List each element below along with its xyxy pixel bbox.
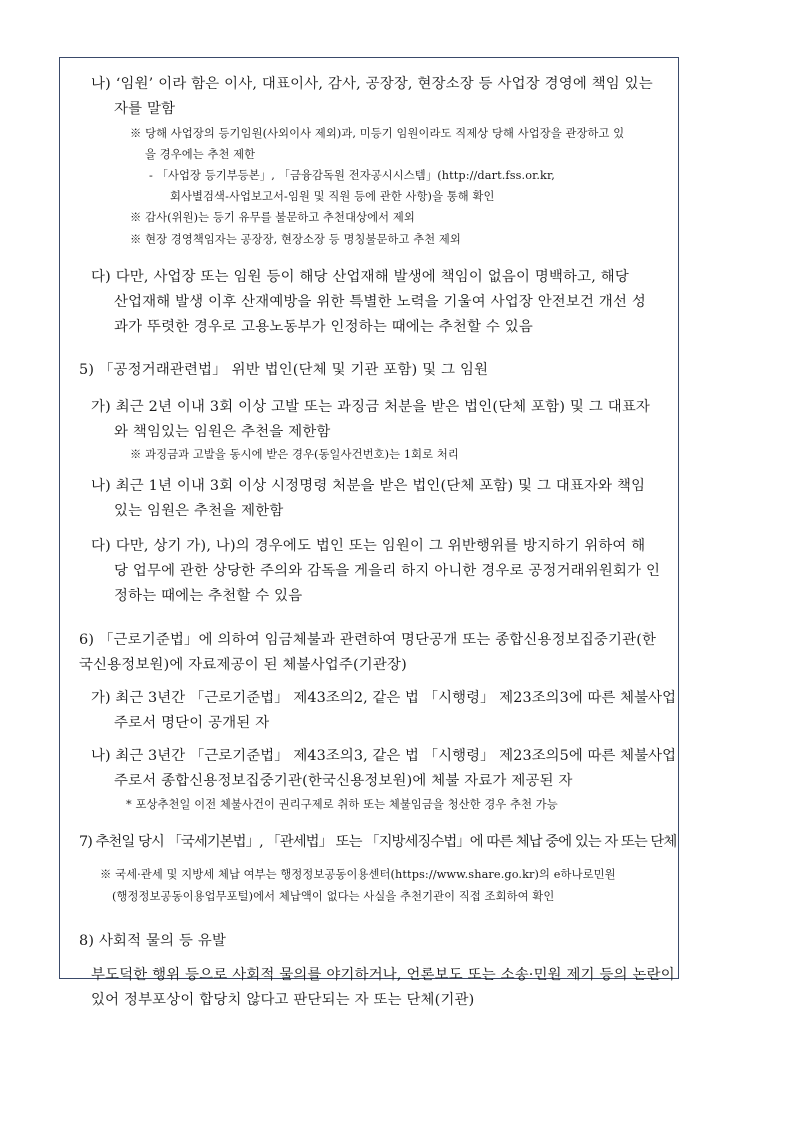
item5-na-line2: 있는 임원은 추천을 제한함 — [114, 503, 284, 519]
item4-na-note2b: 회사별검색-사업보고서-임원 및 직원 등에 관한 사항)을 통해 확인 — [170, 190, 495, 203]
item5-da-line2: 당 업무에 관한 상당한 주의와 감독을 게을리 하지 아니한 경우로 공정거래위원회가 인 — [114, 563, 661, 579]
item7-note-line1: ※ 국세·관세 및 지방세 체납 여부는 행정정보공동이용센터(https://www.share.go.kr)의 e하나로민원 — [100, 868, 616, 881]
item8-heading: 8) 사회적 물의 등 유발 — [79, 933, 227, 949]
item6-ga-line2: 주로서 명단이 공개된 자 — [114, 715, 270, 731]
item8-body-line2: 있어 정부포상이 합당치 않다고 판단되는 자 또는 단체(기관) — [91, 992, 475, 1008]
item4-na-note2a: - 「사업장 등기부등본」, 「금융감독원 전자공시시스템」(http://dart.fss.or.kr, — [149, 169, 555, 182]
item4-na-note4: ※ 현장 경영책임자는 공장장, 현장소장 등 명칭불문하고 추천 제외 — [130, 233, 461, 246]
item8-body-line1: 부도덕한 행위 등으로 사회적 물의를 야기하거나, 언론보도 또는 소송·민원 제기 등의 논란이 — [91, 967, 675, 983]
item4-da-line2: 산업재해 발생 이후 산재예방을 위한 특별한 노력을 기울여 사업장 안전보건 개선 성 — [114, 294, 646, 310]
item7-note-line2: (행정정보공동이용업무포털)에서 체납액이 없다는 사실을 추천기관이 직접 조회하여 확인 — [112, 890, 555, 903]
item6-na-line1: 나) 최근 3년간 「근로기준법」 제43조의3, 같은 법 「시행령」 제23조의5에 따른 체불사업 — [91, 748, 677, 764]
item5-na-line1: 나) 최근 1년 이내 3회 이상 시정명령 처분을 받은 법인(단체 포함) 및 그 대표자와 책임 — [91, 478, 646, 494]
item6-heading-line2: 국신용정보원)에 자료제공이 된 체불사업주(기관장) — [79, 657, 407, 673]
item5-ga-note: ※ 과징금과 고발을 동시에 받은 경우(동일사건번호)는 1회로 처리 — [130, 448, 459, 461]
item6-na-line2: 주로서 종합신용정보집중기관(한국신용정보원)에 체불 자료가 제공된 자 — [114, 773, 573, 789]
item4-na-note1b: 을 경우에는 추천 제한 — [145, 148, 256, 161]
item6-ga-line1: 가) 최근 3년간 「근로기준법」 제43조의2, 같은 법 「시행령」 제23조의3에 따른 체불사업 — [91, 690, 677, 706]
item4-na-line1: 나) ‘임원’ 이라 함은 이사, 대표이사, 감사, 공장장, 현장소장 등 사업장 경영에 책임 있는 — [91, 76, 653, 92]
item7-heading: 7) 추천일 당시 「국세기본법」, 「관세법」 또는 「지방세징수법」에 따른 체납 중에 있는 자 또는 단체 — [79, 834, 677, 850]
item5-ga-line1: 가) 최근 2년 이내 3회 이상 고발 또는 과징금 처분을 받은 법인(단체 포함) 및 그 대표자 — [91, 399, 651, 415]
item5-ga-line2: 와 책임있는 임원은 추천을 제한함 — [114, 424, 331, 440]
item5-da-line3: 정하는 때에는 추천할 수 있음 — [114, 588, 303, 604]
item4-na-note3: ※ 감사(위원)는 등기 유무를 불문하고 추천대상에서 제외 — [130, 211, 415, 224]
item5-da-line1: 다) 다만, 상기 가), 나)의 경우에도 법인 또는 임원이 그 위반행위를 방지하기 위하여 해 — [91, 538, 646, 554]
item6-heading-line1: 6) 「근로기준법」에 의하여 임금체불과 관련하여 명단공개 또는 종합신용정보집중기관(한 — [79, 632, 657, 648]
item6-note: * 포상추천일 이전 체불사건이 권리구제로 취하 또는 체불임금을 청산한 경우 추천 가능 — [126, 798, 558, 811]
item4-na-note1a: ※ 당해 사업장의 등기임원(사외이사 제외)과, 미등기 임원이라도 직제상 당해 사업장을 관장하고 있 — [130, 127, 625, 140]
item4-na-line2: 자를 말함 — [114, 101, 176, 117]
item4-da-line1: 다) 다만, 사업장 또는 임원 등이 해당 산업재해 발생에 책임이 없음이 명백하고, 해당 — [91, 269, 630, 285]
item5-heading: 5) 「공정거래관련법」 위반 법인(단체 및 기관 포함) 및 그 임원 — [79, 362, 489, 378]
item4-da-line3: 과가 뚜렷한 경우로 고용노동부가 인정하는 때에는 추천할 수 있음 — [114, 319, 533, 335]
